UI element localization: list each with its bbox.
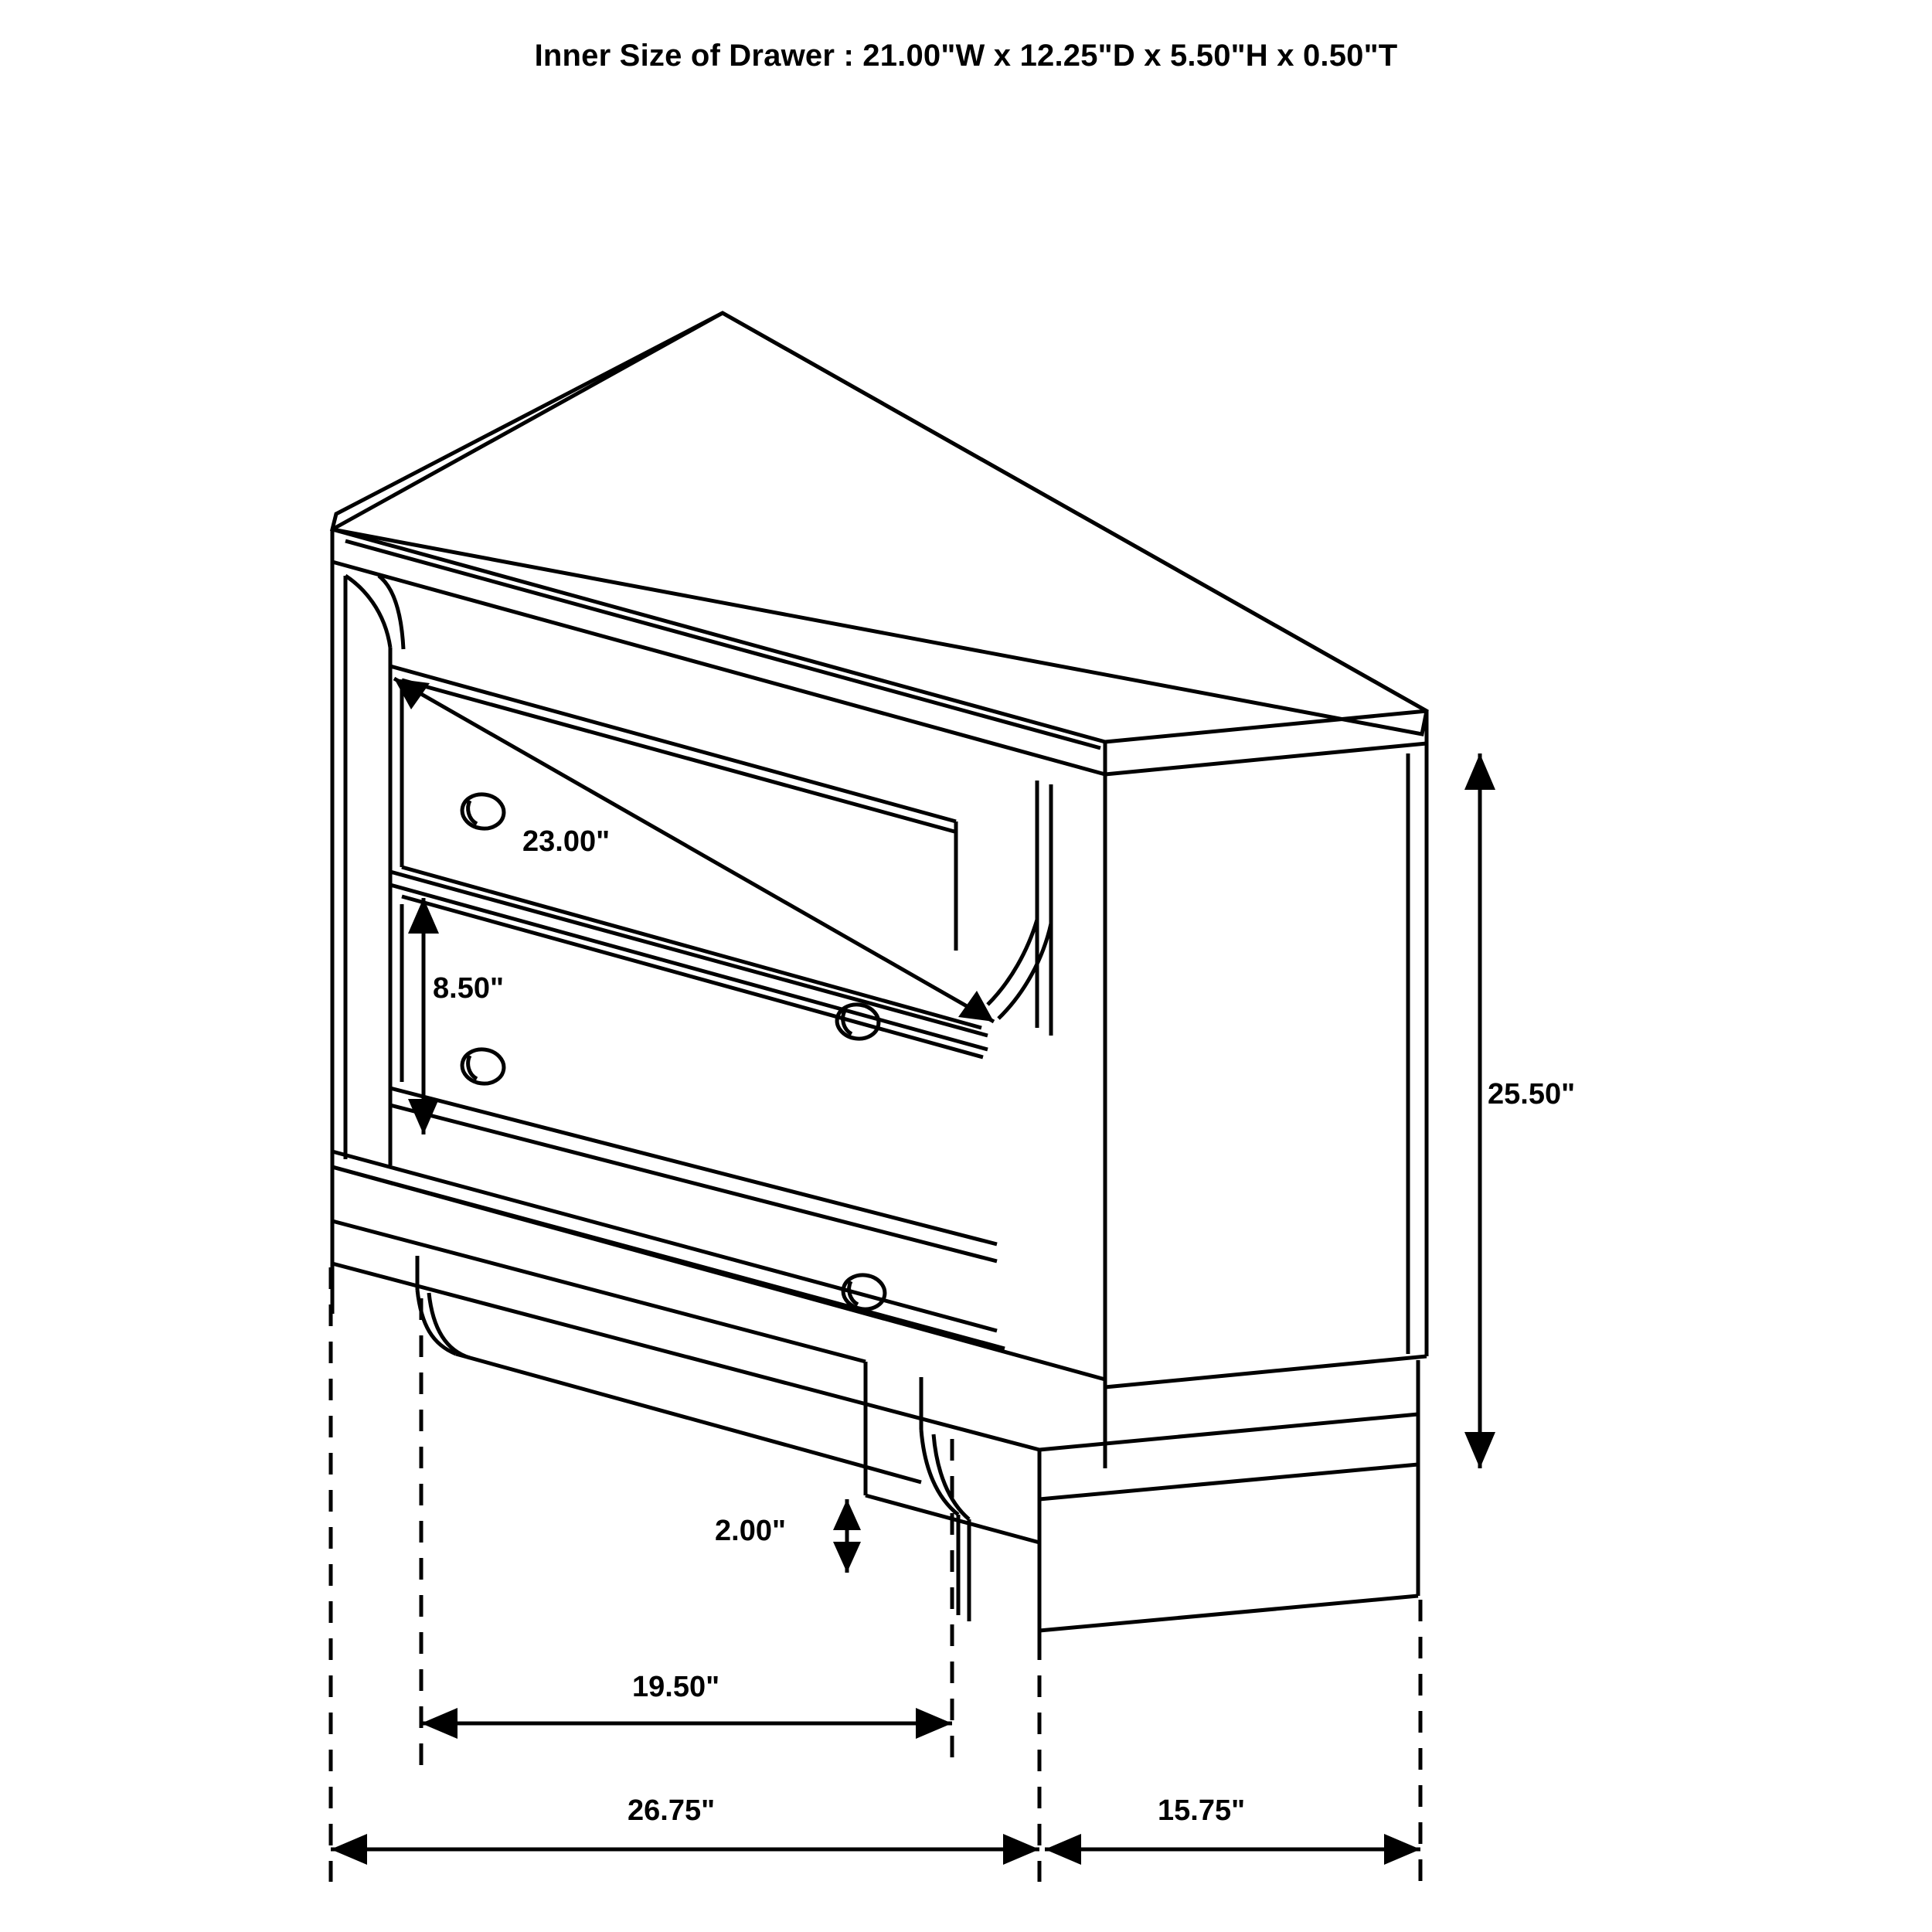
dimension-label-base-width: 19.50": [632, 1671, 720, 1703]
dimension-850-line: [408, 898, 439, 1134]
dimension-label-overall-width: 26.75": [628, 1794, 716, 1827]
right-side-panel: [1105, 743, 1427, 1468]
dimension-200-line: [833, 1499, 861, 1573]
drawer-knob-top: [460, 791, 506, 831]
dimension-1950-line: [421, 1708, 952, 1739]
right-corner-post: [988, 781, 1051, 1036]
dimension-label-drawer-width: 23.00": [522, 825, 611, 858]
page-title: Inner Size of Drawer : 21.00"W x 12.25"D x 5.50"H x 0.50"T: [534, 39, 1398, 73]
extension-lines: [331, 1267, 1420, 1882]
base-plinth: [332, 1167, 1418, 1638]
left-corner-post: [345, 576, 403, 1158]
dimension-2675-line: [331, 1834, 1039, 1865]
dimension-label-drawer-height: 8.50": [433, 972, 504, 1005]
dimension-1575-line: [1045, 1834, 1420, 1865]
dimension-label-overall-height: 25.50": [1488, 1078, 1576, 1111]
dimension-label-base-height: 2.00": [715, 1515, 786, 1547]
dimension-label-overall-depth: 15.75": [1158, 1794, 1246, 1827]
drawer-knob-middle-left: [460, 1046, 506, 1086]
